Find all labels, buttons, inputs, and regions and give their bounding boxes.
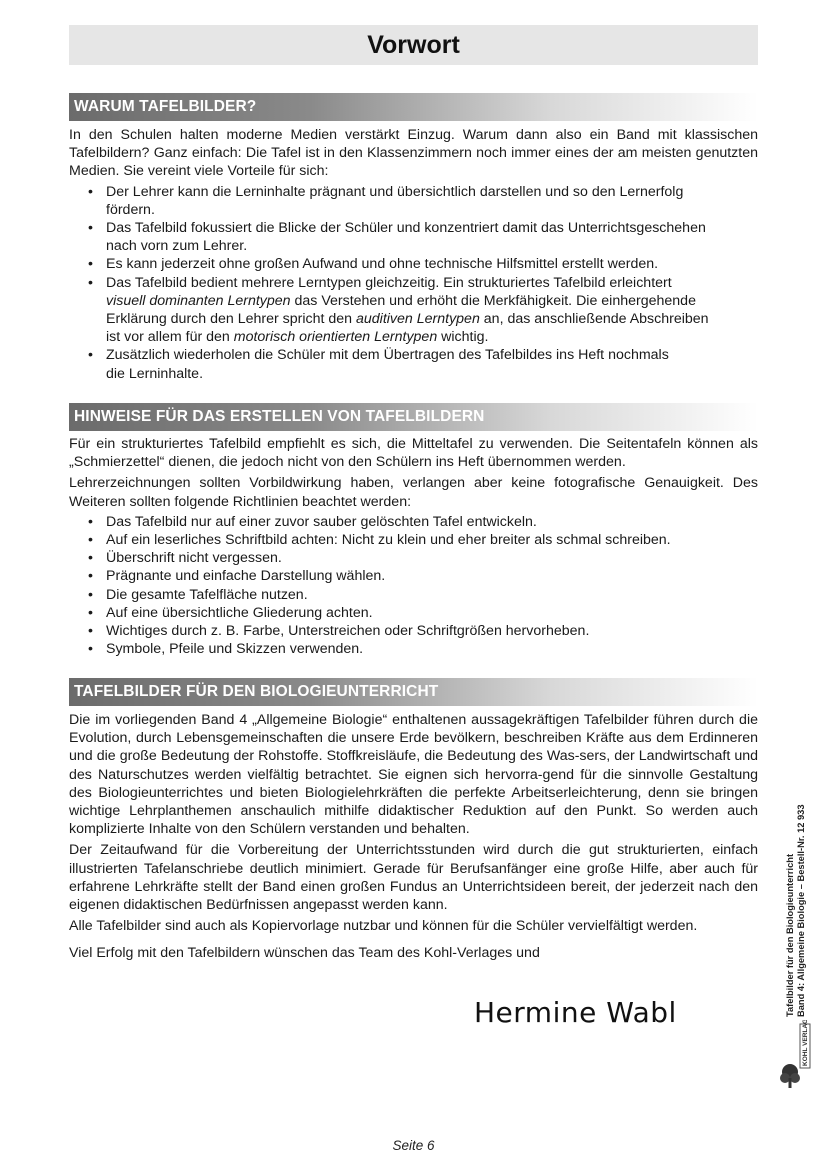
tree-logo-icon bbox=[778, 1020, 814, 1090]
section-body-warum bbox=[69, 126, 758, 383]
paragraph: Alle Tafelbilder sind auch als Kopiervorlage nutzbar und können für die Schüler vervielfältigt werden. bbox=[69, 918, 698, 935]
list-item: • Das Tafelbild nur auf einer zuvor sauber gelöschten Tafel entwickeln. bbox=[69, 513, 758, 531]
section-heading-warum: WARUM TAFELBILDER? bbox=[69, 93, 758, 121]
closing-line: Viel Erfolg mit den Tafelbildern wünschen das Team des Kohl-Verlages und bbox=[69, 945, 540, 962]
paragraph: Für ein strukturiertes Tafelbild empfiehlt es sich, die Mitteltafel zu verwenden. Die Seitentafeln können als „Schmierzettel“ dienen, die jedoch nicht von den Schülern ins Heft übernommen werden. bbox=[69, 436, 758, 471]
page-number: Seite 6 bbox=[392, 1138, 435, 1153]
guidelines-list bbox=[69, 513, 758, 659]
paragraph: Die im vorliegenden Band 4 „Allgemeine Biologie“ enthaltenen aussagekräftigen Tafelbilder führen durch die Evolution, durch Lebensgemeinschaften die unsere Erde bevölkern, beschreiben Kräfte aus dem Erdinneren und die große Bedeutung der Rohstoffe. Stoffkreisläufe, die Bedeutung des Was-sers, der Landwirtschaft und des Naturschutzes werden vielfältig betrachtet. Sie eignen sich hervorra-gend für die sinnvolle Gestaltung des Biologieunterrichtes und bieten Biologielehrkräften die perfekte Arbeitserleichterung, denn sie bringen wichtige Lehrplanthemen anschaulich mithilfe didaktischer Reduktion auf den Punkt. So werden auch komplizierte Inhalte von den Schülern verstanden und behalten. bbox=[69, 712, 758, 838]
list-item: • Auf ein leserliches Schriftbild achten: Nicht zu klein und eher breiter als schmal schreiben. bbox=[69, 531, 758, 549]
section-body-hinweise bbox=[69, 435, 758, 658]
signature: Hermine Wabl bbox=[474, 996, 677, 1029]
list-item: • Auf eine übersichtliche Gliederung achten. bbox=[69, 604, 758, 622]
side-product-info: Tafelbilder für den Biologieunterricht Band 4: Allgemeine Biologie – Bestell-Nr. 12 933 bbox=[785, 804, 806, 1017]
list-item: • Es kann jederzeit ohne großen Aufwand und ohne technische Hilfsmittel erstellt werden. bbox=[69, 255, 758, 273]
list-item: • Das Tafelbild bedient mehrere Lerntypen gleichzeitig. Ein strukturiertes Tafelbild erleichtert visuell dominanten Lerntypen das Verstehen und erhöht die Merkfähigkeit. Die einhergehende Erklärung durch den Lehrer spricht den auditiven Lerntypen an, das anschließende Abschreiben ist vor allem für den motorisch orientierten Lerntypen wichtig. bbox=[69, 274, 758, 347]
advantages-list bbox=[69, 183, 758, 383]
section-heading-biologie: TAFELBILDER FÜR DEN BIOLOGIEUNTERRICHT bbox=[69, 678, 758, 706]
page-title-bar bbox=[69, 25, 758, 65]
list-item: • Zusätzlich wiederholen die Schüler mit dem Übertragen des Tafelbildes ins Heft nochmals die Lerninhalte. bbox=[69, 346, 758, 382]
list-item: • Wichtiges durch z. B. Farbe, Unterstreichen oder Schriftgrößen hervorheben. bbox=[69, 622, 758, 640]
paragraph: Der Zeitaufwand für die Vorbereitung der Unterrichtsstunden wird durch die gut strukturierten, einfach illustrierten Tafelanschriebe deutlich minimiert. Gerade für Berufsanfänger eine große Hilfe, aber auch für erfahrene Lehrkräfte stellt der Band einen großen Fundus an Unterrichtsideen bereit, der jederzeit nach den eigenen didaktischen Bedürfnissen angepasst werden kann. bbox=[69, 842, 758, 914]
page-title: Vorwort bbox=[367, 30, 460, 59]
section-heading-hinweise: HINWEISE FÜR DAS ERSTELLEN VON TAFELBILDERN bbox=[69, 403, 758, 431]
list-item: • Die gesamte Tafelfläche nutzen. bbox=[69, 586, 758, 604]
logo-text: KOHL VERLAG bbox=[802, 1020, 809, 1066]
list-item: • Das Tafelbild fokussiert die Blicke der Schüler und konzentriert damit das Unterrichtsgeschehen nach vorn zum Lehrer. bbox=[69, 219, 758, 255]
list-item: • Überschrift nicht vergessen. bbox=[69, 549, 758, 567]
section-body-biologie bbox=[69, 711, 758, 963]
publisher-logo bbox=[778, 1020, 814, 1090]
intro-paragraph: In den Schulen halten moderne Medien verstärkt Einzug. Warum dann also ein Band mit klassischen Tafelbildern? Ganz einfach: Die Tafel ist in den Klassenzimmern noch immer eines der am meisten genutzten Medien. Sie vereint viele Vorteile für sich: bbox=[69, 127, 758, 180]
list-item: • Symbole, Pfeile und Skizzen verwenden. bbox=[69, 640, 758, 658]
paragraph: Lehrerzeichnungen sollten Vorbildwirkung haben, verlangen aber keine fotografische Genauigkeit. Des Weiteren sollten folgende Richtlinien beachtet werden: bbox=[69, 475, 758, 510]
list-item: • Prägnante und einfache Darstellung wählen. bbox=[69, 567, 758, 585]
list-item: • Der Lehrer kann die Lerninhalte prägnant und übersichtlich darstellen und so den Lernerfolg fördern. bbox=[69, 183, 758, 219]
